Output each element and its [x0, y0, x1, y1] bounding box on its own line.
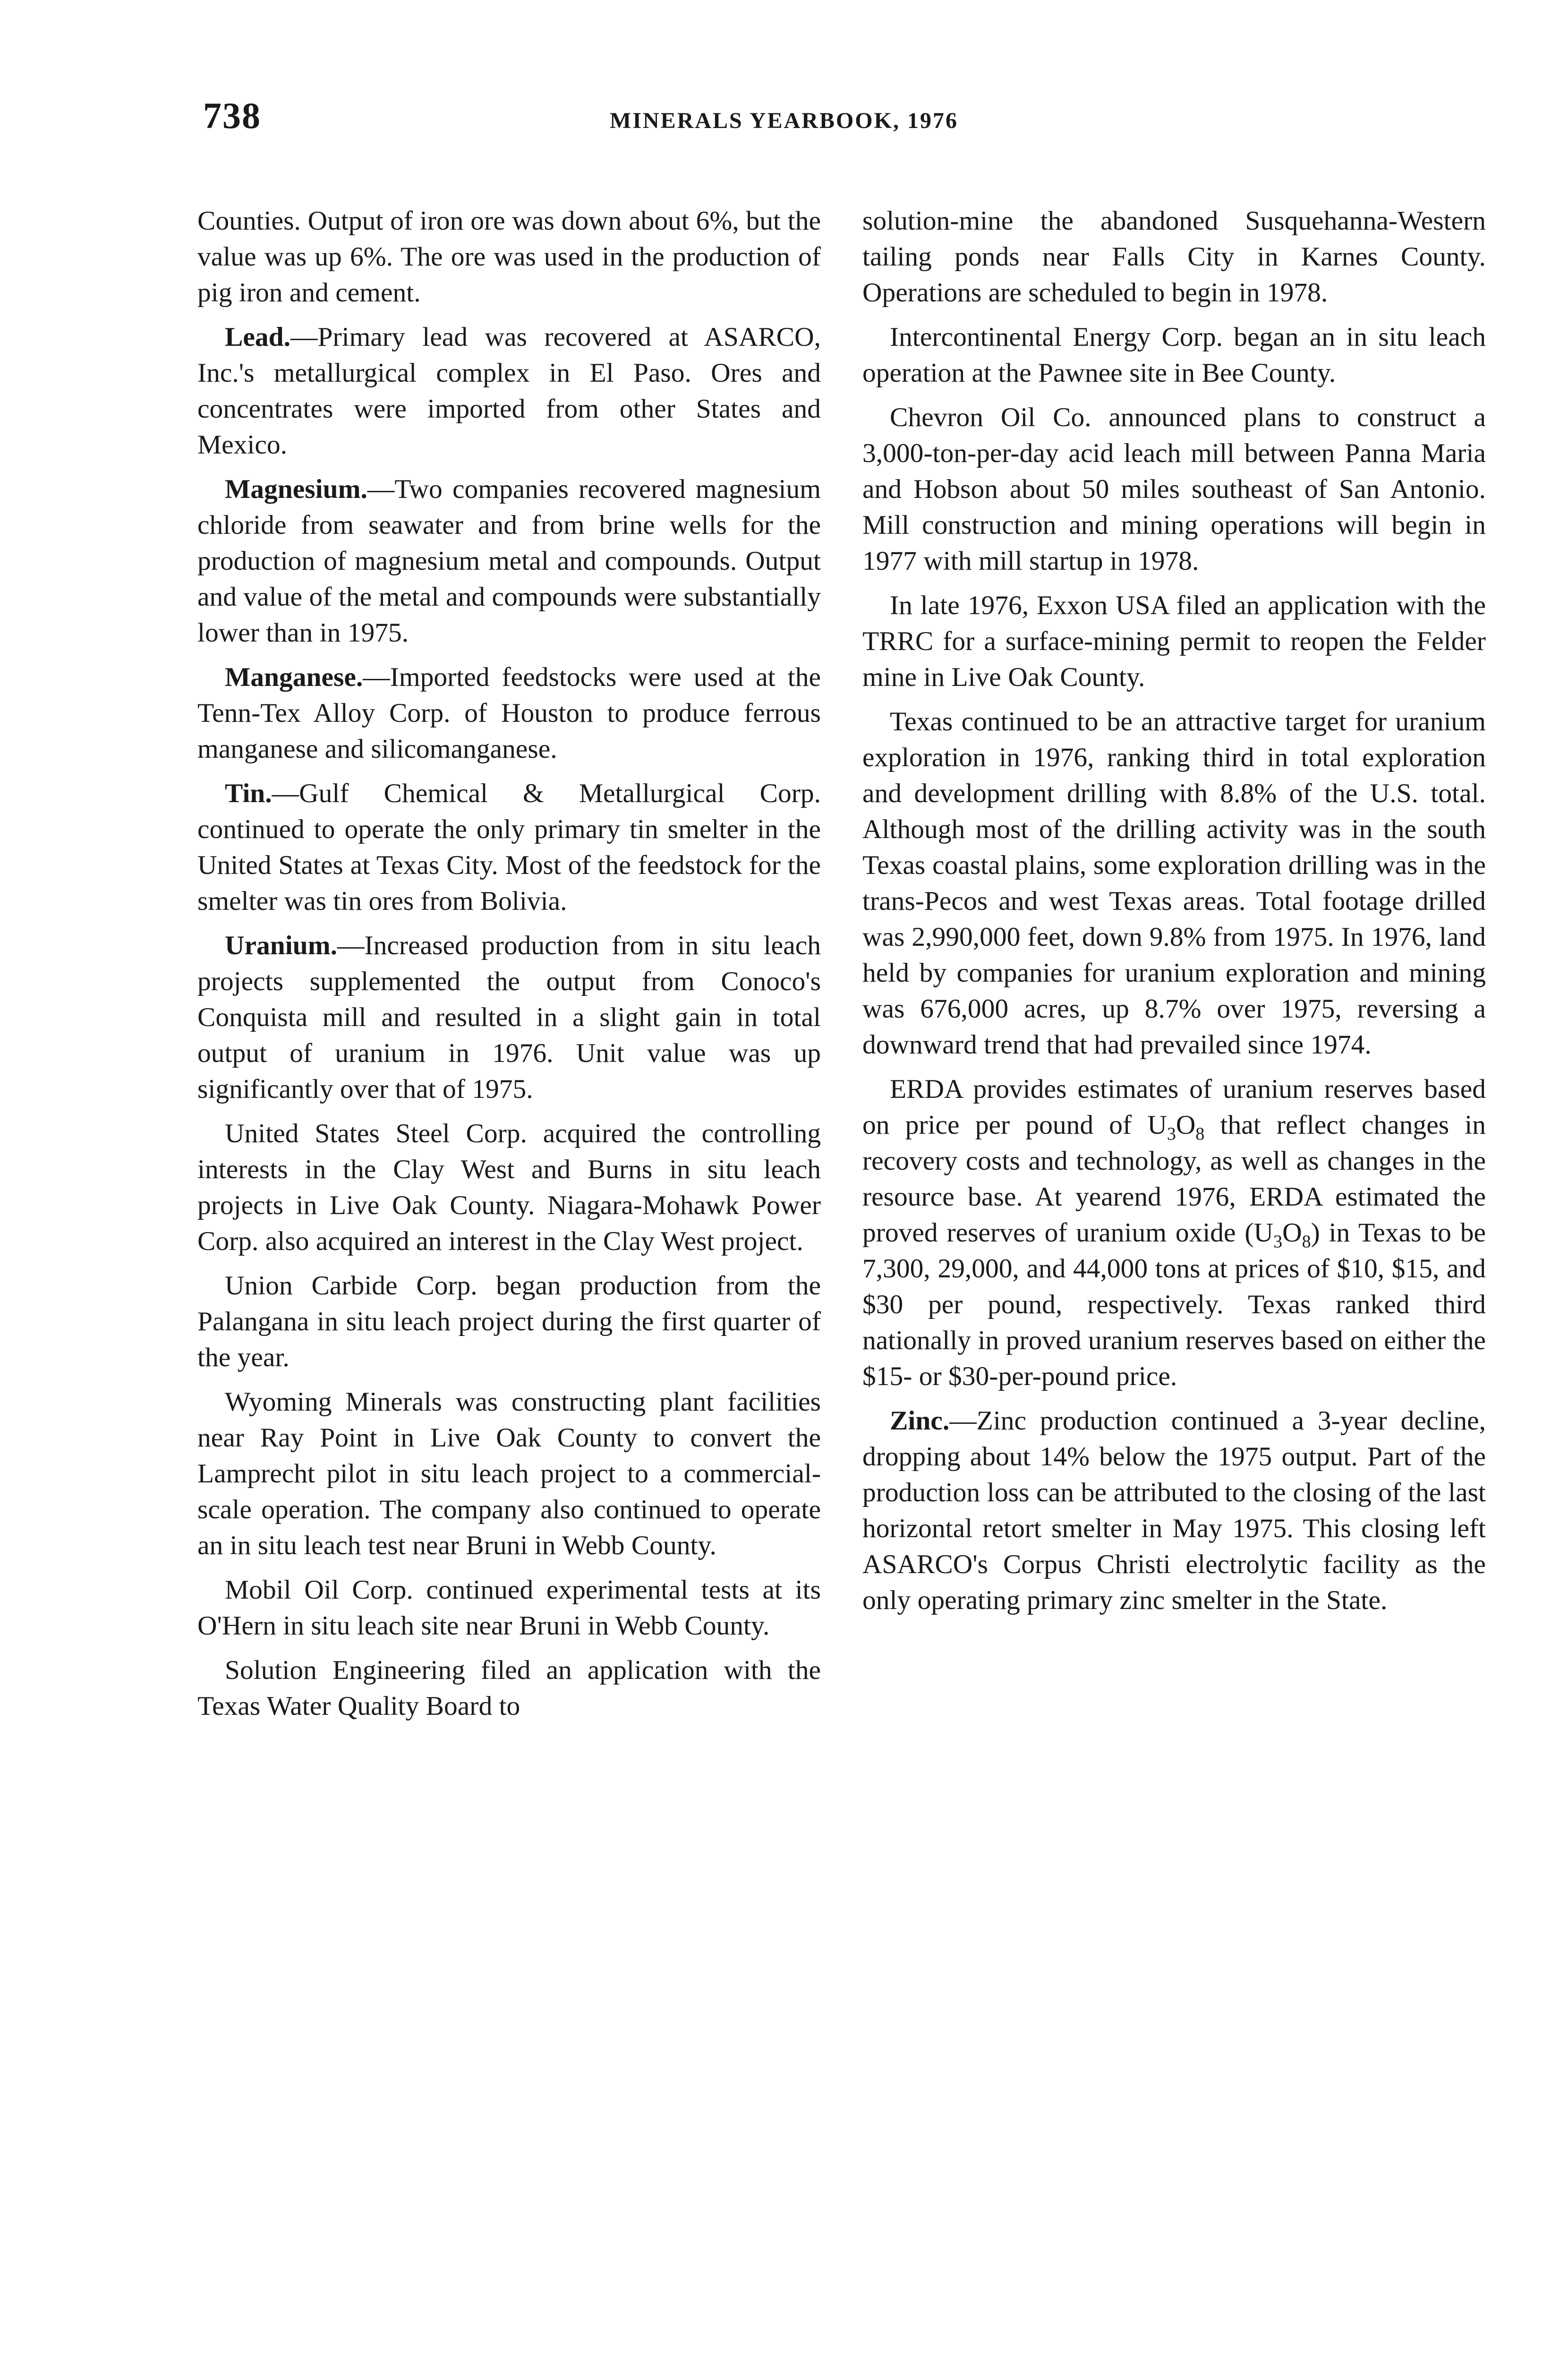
running-title: MINERALS YEARBOOK, 1976 — [610, 108, 958, 133]
paragraph-manganese — [197, 659, 821, 767]
paragraph-tin — [197, 776, 821, 919]
paragraph-union-carbide: Union Carbide Corp. began production from the Palangana in situ leach project during the first quarter of the year. — [197, 1271, 821, 1372]
magnesium-text: —Two companies recovered magnesium chloride from seawater and from brine wells for the production of magnesium metal and compounds. Output and value of the metal and compounds were substantially lower than in 1975. — [197, 474, 821, 648]
right-column — [862, 203, 1486, 1618]
erda-text-part-1: ERDA provides estimates of uranium reserves based on price per pound of U — [862, 1074, 1486, 1140]
page-number: 738 — [203, 95, 261, 136]
lead-text: —Primary lead was recovered at ASARCO, Inc.'s metallurgical complex in El Paso. Ores and concentrates were imported from other States and Mexico. — [197, 322, 821, 460]
subscript-8: 8 — [1302, 1232, 1311, 1252]
paragraph-erda-reserves — [862, 1071, 1486, 1395]
section-head-lead: Lead. — [225, 322, 290, 352]
section-head-manganese: Manganese. — [225, 662, 363, 692]
paragraph-intercontinental: Intercontinental Energy Corp. began an in situ leach operation at the Pawnee site in Bee County. — [862, 322, 1486, 388]
erda-text-part-3: ) in Texas to be 7,300, 29,000, and 44,000 tons at prices of $10, $15, and $30 per pound, respectively. Texas ranked third nationally in proved uranium reserves based on either the $15- or $30-per-pound price. — [862, 1218, 1486, 1391]
section-head-uranium: Uranium. — [225, 931, 338, 960]
section-head-tin: Tin. — [225, 779, 272, 808]
paragraph-chevron: Chevron Oil Co. announced plans to construct a 3,000-ton-per-day acid leach mill between Panna Maria and Hobson about 50 miles southeast of San Antonio. Mill construction and mining operations will begin in 1977 with mill startup in 1978. — [862, 402, 1486, 576]
paragraph-solution-engineering: Solution Engineering filed an application with the Texas Water Quality Board to — [197, 1655, 821, 1721]
oxygen-symbol: O — [1282, 1218, 1302, 1248]
subscript-3: 3 — [1167, 1124, 1176, 1144]
paragraph-susquehanna: solution-mine the abandoned Susquehanna-Western tailing ponds near Falls City in Karnes County. Operations are scheduled to begin in 1978. — [862, 206, 1486, 308]
paragraph-wyoming-minerals: Wyoming Minerals was constructing plant facilities near Ray Point in Live Oak County to convert the Lamprecht pilot in situ leach project to a commercial-scale operation. The company also continued to operate an in situ leach test near Bruni in Webb County. — [197, 1387, 821, 1560]
section-head-magnesium: Magnesium. — [225, 474, 367, 504]
subscript-8: 8 — [1195, 1124, 1205, 1144]
paragraph-texas-exploration: Texas continued to be an attractive target for uranium exploration in 1976, ranking third in total exploration and development drilling with 8.8% of the U.S. total. Although most of the drilling activity was in the south Texas coastal plains, some exploration drilling was in the trans-Pecos and west Texas areas. Total footage drilled was 2,990,000 feet, down 9.8% from 1975. In 1976, land held by companies for uranium exploration and mining was 676,000 acres, up 8.7% over 1975, reversing a downward trend that had prevailed since 1974. — [862, 707, 1486, 1060]
paragraph-iron-ore: Counties. Output of iron ore was down about 6%, but the value was up 6%. The ore was used in the production of pig iron and cement. — [197, 206, 821, 308]
paragraph-magnesium — [197, 471, 821, 651]
paragraph-us-steel: United States Steel Corp. acquired the controlling interests in the Clay West and Burns in situ leach projects in Live Oak County. Niagara-Mohawk Power Corp. also acquired an interest in the Clay West project. — [197, 1119, 821, 1256]
paragraph-uranium — [197, 928, 821, 1107]
section-head-zinc: Zinc. — [890, 1406, 950, 1436]
left-column — [197, 203, 821, 1724]
tin-text: —Gulf Chemical & Metallurgical Corp. continued to operate the only primary tin smelter in the United States at Texas City. Most of the feedstock for the smelter was tin ores from Bolivia. — [197, 779, 821, 916]
erda-text-part-2: that reflect changes in recovery costs and technology, as well as changes in the resource base. At yearend 1976, ERDA estimated the proved reserves of uranium oxide (U — [862, 1110, 1486, 1248]
zinc-text: —Zinc production continued a 3-year decline, dropping about 14% below the 1975 output. Part of the production loss can be attributed to the closing of the last horizontal retort smelter in May 1975. This closing left ASARCO's Corpus Christi electrolytic facility as the only operating primary zinc smelter in the State. — [862, 1406, 1486, 1615]
subscript-3: 3 — [1273, 1232, 1283, 1252]
manganese-text: —Imported feedstocks were used at the Tenn-Tex Alloy Corp. of Houston to produce ferrous manganese and silicomanganese. — [197, 662, 821, 764]
paragraph-lead — [197, 319, 821, 463]
uranium-text: —Increased production from in situ leach projects supplemented the output from Conoco's Conquista mill and resulted in a slight gain in total output of uranium in 1976. Unit value was up significantly over that of 1975. — [197, 931, 821, 1104]
paragraph-zinc — [862, 1403, 1486, 1618]
paragraph-mobil-oil: Mobil Oil Corp. continued experimental tests at its O'Hern in situ leach site near Bruni in Webb County. — [197, 1575, 821, 1641]
paragraph-exxon: In late 1976, Exxon USA filed an application with the TRRC for a surface-mining permit to reopen the Felder mine in Live Oak County. — [862, 590, 1486, 692]
oxygen-symbol: O — [1176, 1110, 1196, 1140]
